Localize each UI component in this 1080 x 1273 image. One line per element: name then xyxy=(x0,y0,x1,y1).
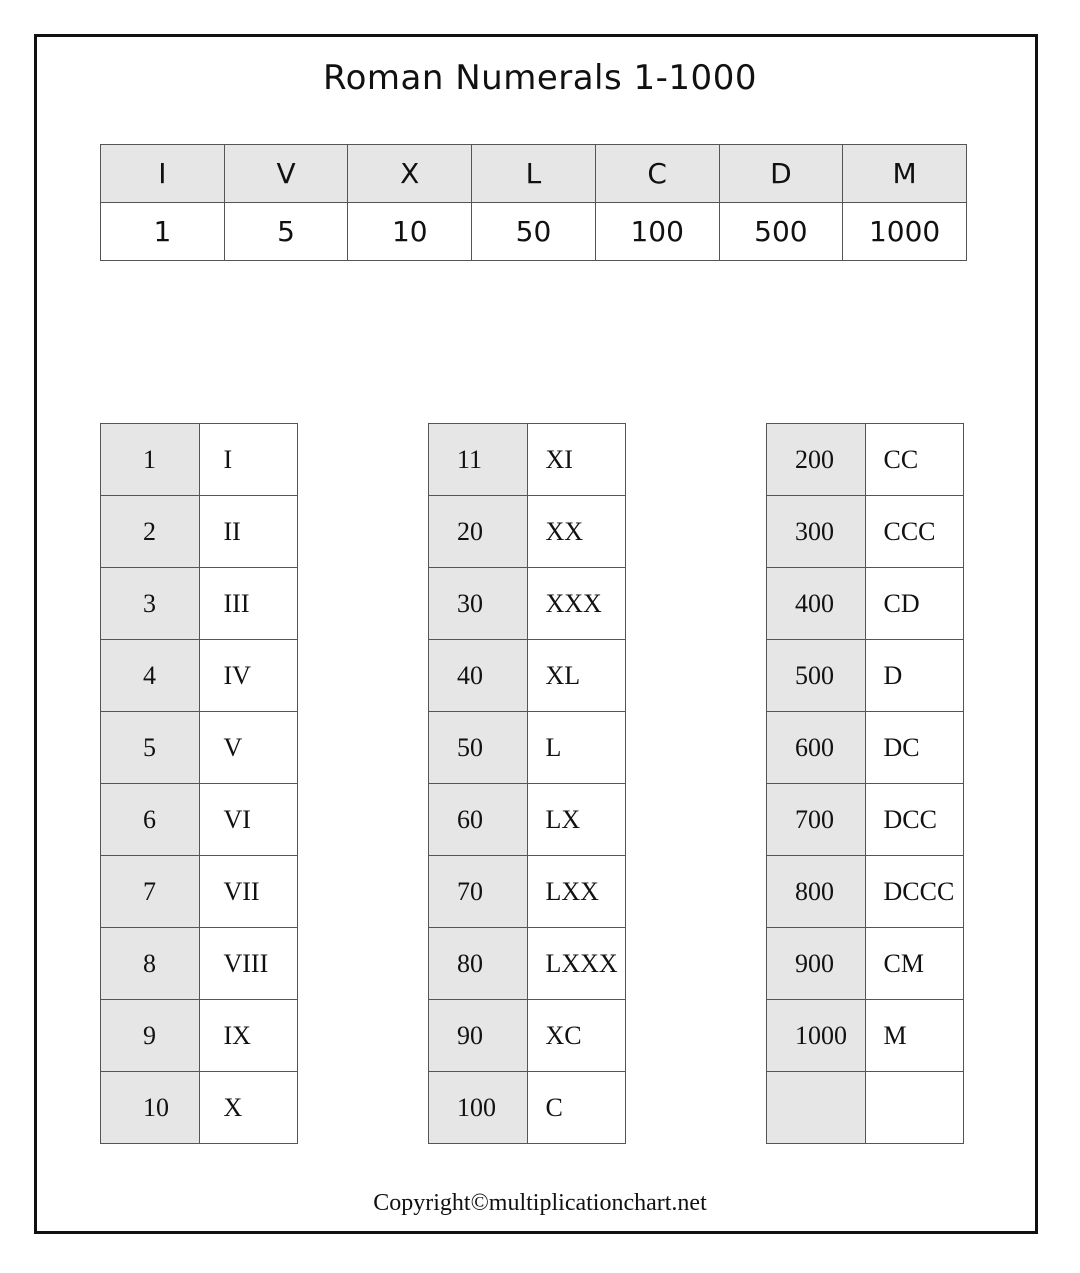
number-cell: 100 xyxy=(429,1072,528,1144)
table-row xyxy=(101,1000,298,1072)
roman-cell: DC xyxy=(865,712,964,784)
number-cell: 20 xyxy=(429,496,528,568)
number-cell: 800 xyxy=(767,856,866,928)
number-cell: 400 xyxy=(767,568,866,640)
table-row xyxy=(767,496,964,568)
value-cell: 5 xyxy=(224,203,348,261)
number-cell: 1000 xyxy=(767,1000,866,1072)
roman-cell: II xyxy=(199,496,298,568)
number-cell: 30 xyxy=(429,568,528,640)
number-cell: 6 xyxy=(101,784,200,856)
copyright-notice: Copyright©multiplicationchart.net xyxy=(373,1190,707,1216)
roman-cell: XXX xyxy=(527,568,626,640)
number-cell: 40 xyxy=(429,640,528,712)
number-cell: 8 xyxy=(101,928,200,1000)
table-row xyxy=(429,1000,626,1072)
number-cell: 900 xyxy=(767,928,866,1000)
roman-cell: CCC xyxy=(865,496,964,568)
number-cell: 700 xyxy=(767,784,866,856)
table-row xyxy=(767,784,964,856)
roman-cell: III xyxy=(199,568,298,640)
table-row xyxy=(101,568,298,640)
number-cell: 600 xyxy=(767,712,866,784)
number-cell: 11 xyxy=(429,424,528,496)
table-row xyxy=(767,712,964,784)
symbol-cell: M xyxy=(843,145,967,203)
roman-cell: DCC xyxy=(865,784,964,856)
roman-cell: L xyxy=(527,712,626,784)
number-cell: 5 xyxy=(101,712,200,784)
conversion-table-1-10 xyxy=(100,423,298,1144)
roman-cell: C xyxy=(527,1072,626,1144)
table-row xyxy=(101,856,298,928)
table-row xyxy=(767,1000,964,1072)
table-row xyxy=(767,640,964,712)
table-row xyxy=(767,568,964,640)
roman-cell: VI xyxy=(199,784,298,856)
roman-cell: CD xyxy=(865,568,964,640)
number-cell: 90 xyxy=(429,1000,528,1072)
roman-cell: V xyxy=(199,712,298,784)
table-row xyxy=(429,928,626,1000)
value-cell: 10 xyxy=(348,203,472,261)
number-cell: 500 xyxy=(767,640,866,712)
roman-cell: X xyxy=(199,1072,298,1144)
table-row xyxy=(101,928,298,1000)
roman-cell: XL xyxy=(527,640,626,712)
roman-cell: LXXX xyxy=(527,928,626,1000)
table-row xyxy=(101,1072,298,1144)
roman-cell: CM xyxy=(865,928,964,1000)
table-row xyxy=(767,1072,964,1144)
table-row xyxy=(767,424,964,496)
table-row xyxy=(767,856,964,928)
table-row xyxy=(429,640,626,712)
number-cell: 2 xyxy=(101,496,200,568)
number-cell: 60 xyxy=(429,784,528,856)
table-row xyxy=(429,856,626,928)
roman-cell: LX xyxy=(527,784,626,856)
table-row xyxy=(429,568,626,640)
table-row xyxy=(101,640,298,712)
table-row xyxy=(429,1072,626,1144)
table-row xyxy=(101,496,298,568)
table-row xyxy=(429,784,626,856)
number-cell: 4 xyxy=(101,640,200,712)
number-cell xyxy=(767,1072,866,1144)
roman-cell: M xyxy=(865,1000,964,1072)
roman-cell: CC xyxy=(865,424,964,496)
table-row xyxy=(429,424,626,496)
number-cell: 1 xyxy=(101,424,200,496)
number-cell: 3 xyxy=(101,568,200,640)
number-cell: 50 xyxy=(429,712,528,784)
value-cell: 1 xyxy=(101,203,225,261)
roman-cell: DCCC xyxy=(865,856,964,928)
value-cell: 500 xyxy=(719,203,843,261)
roman-cell: XC xyxy=(527,1000,626,1072)
value-cell: 50 xyxy=(472,203,596,261)
number-cell: 7 xyxy=(101,856,200,928)
table-row xyxy=(101,712,298,784)
value-row xyxy=(101,203,967,261)
roman-cell: XI xyxy=(527,424,626,496)
value-cell: 100 xyxy=(595,203,719,261)
symbol-cell: C xyxy=(595,145,719,203)
roman-cell: LXX xyxy=(527,856,626,928)
table-row xyxy=(101,424,298,496)
table-row xyxy=(429,712,626,784)
number-cell: 200 xyxy=(767,424,866,496)
number-cell: 10 xyxy=(101,1072,200,1144)
reference-table xyxy=(100,144,967,261)
table-row xyxy=(429,496,626,568)
roman-cell: D xyxy=(865,640,964,712)
roman-cell: VII xyxy=(199,856,298,928)
roman-cell: I xyxy=(199,424,298,496)
roman-cell: IV xyxy=(199,640,298,712)
value-cell: 1000 xyxy=(843,203,967,261)
number-cell: 80 xyxy=(429,928,528,1000)
roman-cell: XX xyxy=(527,496,626,568)
number-cell: 300 xyxy=(767,496,866,568)
number-cell: 9 xyxy=(101,1000,200,1072)
symbol-cell: X xyxy=(348,145,472,203)
number-cell: 70 xyxy=(429,856,528,928)
symbol-cell: D xyxy=(719,145,843,203)
symbol-cell: V xyxy=(224,145,348,203)
conversion-table-200-1000 xyxy=(766,423,964,1144)
roman-cell xyxy=(865,1072,964,1144)
conversion-table-11-100 xyxy=(428,423,626,1144)
roman-cell: IX xyxy=(199,1000,298,1072)
symbol-cell: L xyxy=(472,145,596,203)
roman-cell: VIII xyxy=(199,928,298,1000)
symbol-cell: I xyxy=(101,145,225,203)
table-row xyxy=(101,784,298,856)
table-row xyxy=(767,928,964,1000)
page-title: Roman Numerals 1-1000 xyxy=(323,58,757,98)
symbol-row xyxy=(101,145,967,203)
